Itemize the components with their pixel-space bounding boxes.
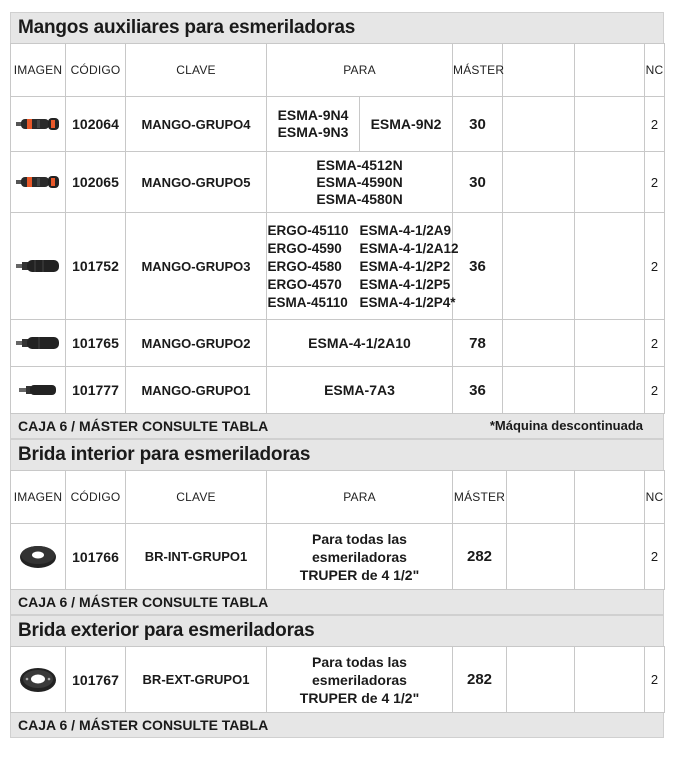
para-model: ERGO-45110 [267, 222, 349, 238]
table-row [11, 647, 665, 713]
para-model: ESMA-4-1/2P2 [359, 258, 451, 274]
header-nc: NC [645, 471, 665, 524]
header-codigo: CÓDIGO [66, 44, 126, 97]
handle-orange-icon [15, 115, 61, 133]
section-footer [10, 713, 664, 738]
table-row [11, 213, 665, 320]
para-cell: ESMA-4-1/2A10 [267, 320, 453, 367]
clave-cell: MANGO-GRUPO2 [126, 320, 267, 367]
handle-black-icon [15, 257, 61, 275]
code-cell: 101765 [66, 320, 126, 367]
clave-cell: MANGO-GRUPO1 [126, 367, 267, 414]
table-row [11, 320, 665, 367]
header-clave: CLAVE [126, 44, 267, 97]
para-line: Para todas las esmeriladoras [312, 530, 407, 565]
clave-cell: MANGO-GRUPO3 [126, 213, 267, 320]
section-footer [10, 590, 664, 615]
empty-cell [575, 647, 645, 713]
header-nc: NC [645, 44, 665, 97]
empty-cell [507, 524, 575, 590]
para-model: ESMA-4512N [316, 156, 403, 173]
table-header-row [11, 44, 665, 97]
empty-cell [507, 647, 575, 713]
discontinued-note: *Máquina descontinuada [489, 418, 643, 433]
header-master: MÁSTER [453, 471, 507, 524]
para-model: ESMA-4-1/2P5 [359, 276, 451, 292]
nc-cell: 2 [645, 213, 665, 320]
header-empty-2 [575, 471, 645, 524]
clave-cell: BR-INT-GRUPO1 [126, 524, 267, 590]
header-codigo: CÓDIGO [66, 471, 126, 524]
header-imagen: IMAGEN [11, 44, 66, 97]
para-line: TRUPER de 4 1/2" [299, 566, 420, 583]
master-cell: 36 [453, 367, 503, 414]
empty-cell [575, 97, 645, 152]
brida-interior-table [10, 470, 665, 590]
para-model: ESMA-4590N [316, 173, 403, 190]
handle-black-short-icon [15, 381, 61, 399]
handle-black-icon [15, 334, 61, 352]
product-image [11, 647, 66, 713]
para-model: ESMA-4-1/2P4* [359, 294, 456, 310]
header-imagen: IMAGEN [11, 471, 66, 524]
clave-cell: BR-EXT-GRUPO1 [126, 647, 267, 713]
para-cell [267, 97, 453, 152]
empty-cell [575, 524, 645, 590]
empty-cell [575, 367, 645, 414]
header-empty-1 [503, 44, 575, 97]
nc-cell: 2 [645, 152, 665, 213]
code-cell: 102064 [66, 97, 126, 152]
nc-cell: 2 [645, 647, 665, 713]
para-cell [267, 647, 453, 713]
table-row [11, 524, 665, 590]
empty-cell [503, 213, 575, 320]
para-model: ESMA-9N3 [277, 124, 349, 140]
code-cell: 101752 [66, 213, 126, 320]
para-grid [267, 222, 459, 311]
footer-text: CAJA 6 / MÁSTER CONSULTE TABLA [18, 594, 269, 610]
section-title-brida-interior: Brida interior para esmeriladoras [10, 439, 664, 470]
inner-flange-icon [18, 542, 58, 572]
para-model: ESMA-9N4 [277, 107, 349, 123]
master-cell: 282 [453, 647, 507, 713]
footer-text: CAJA 6 / MÁSTER CONSULTE TABLA [18, 717, 269, 733]
section-footer [10, 414, 664, 439]
empty-cell [575, 152, 645, 213]
header-clave: CLAVE [126, 471, 267, 524]
para-model: ESMA-4-1/2A12 [359, 240, 459, 256]
product-image [11, 524, 66, 590]
para-model: ESMA-4580N [316, 190, 403, 207]
section-title-mangos: Mangos auxiliares para esmeriladoras [10, 12, 664, 43]
para-cell [267, 213, 459, 320]
para-model: ESMA-9N2 [370, 115, 442, 132]
nc-cell: 2 [645, 97, 665, 152]
handle-orange-icon [15, 173, 61, 191]
header-empty-2 [575, 44, 645, 97]
empty-cell [503, 152, 575, 213]
para-line: Para todas las esmeriladoras [312, 653, 407, 688]
catalog-page [10, 12, 664, 738]
para-model: ESMA-4-1/2A9 [359, 222, 452, 238]
clave-cell: MANGO-GRUPO5 [126, 152, 267, 213]
empty-cell [503, 97, 575, 152]
outer-flange-icon [18, 665, 58, 695]
header-empty-1 [507, 471, 575, 524]
nc-cell: 2 [645, 320, 665, 367]
product-image [11, 320, 66, 367]
table-header-row [11, 471, 665, 524]
para-model: ERGO-4580 [267, 258, 342, 274]
table-row [11, 367, 665, 414]
master-cell: 282 [453, 524, 507, 590]
code-cell: 101767 [66, 647, 126, 713]
empty-cell [503, 320, 575, 367]
empty-cell [503, 367, 575, 414]
master-cell: 36 [453, 213, 503, 320]
table-row [11, 152, 665, 213]
para-model: ERGO-4570 [267, 276, 342, 292]
mangos-table [10, 43, 665, 414]
empty-cell [575, 320, 645, 367]
brida-exterior-table [10, 646, 665, 713]
master-cell: 78 [453, 320, 503, 367]
table-row [11, 97, 665, 152]
master-cell: 30 [453, 152, 503, 213]
nc-cell: 2 [645, 524, 665, 590]
header-para: PARA [267, 471, 453, 524]
header-para: PARA [267, 44, 453, 97]
para-cell [267, 524, 453, 590]
footer-text: CAJA 6 / MÁSTER CONSULTE TABLA [18, 418, 269, 434]
section-title-brida-exterior: Brida exterior para esmeriladoras [10, 615, 664, 646]
empty-cell [575, 213, 645, 320]
clave-cell: MANGO-GRUPO4 [126, 97, 267, 152]
code-cell: 101777 [66, 367, 126, 414]
code-cell: 102065 [66, 152, 126, 213]
para-model: ERGO-4590 [267, 240, 342, 256]
header-master: MÁSTER [453, 44, 503, 97]
master-cell: 30 [453, 97, 503, 152]
product-image [11, 97, 66, 152]
para-model: ESMA-45110 [267, 294, 348, 310]
product-image [11, 367, 66, 414]
product-image [11, 213, 66, 320]
para-cell [267, 152, 453, 213]
para-cell: ESMA-7A3 [267, 367, 453, 414]
nc-cell: 2 [645, 367, 665, 414]
para-line: TRUPER de 4 1/2" [299, 689, 420, 706]
product-image [11, 152, 66, 213]
code-cell: 101766 [66, 524, 126, 590]
